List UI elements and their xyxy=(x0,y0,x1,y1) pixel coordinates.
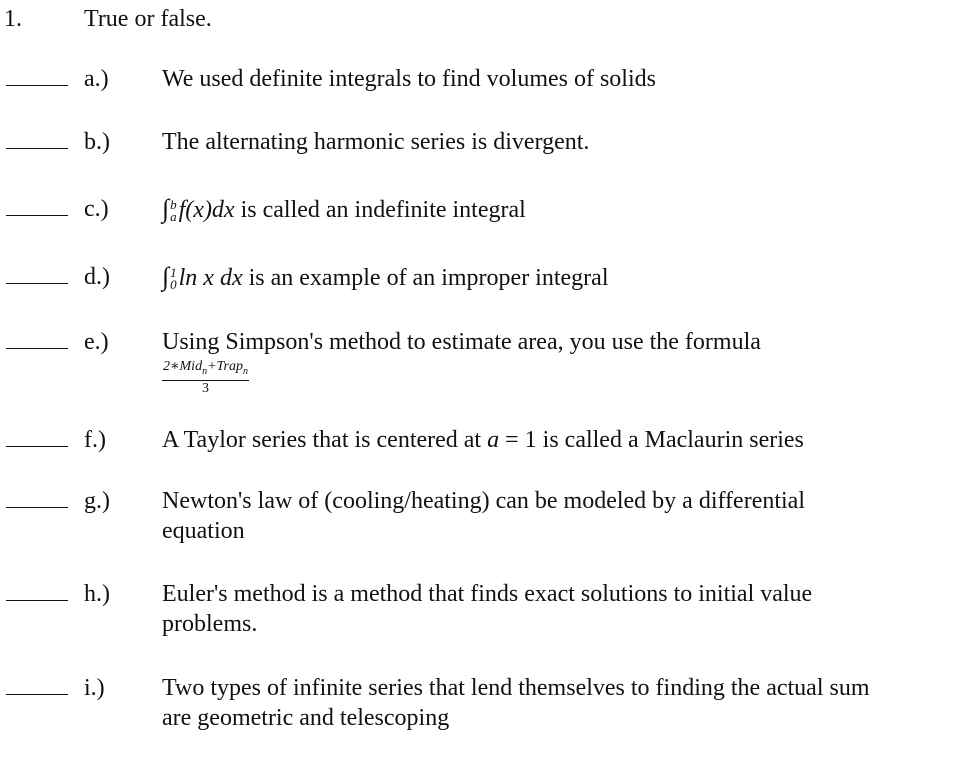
item-letter: g.) xyxy=(84,488,110,514)
item-text xyxy=(162,194,952,225)
item-text-rest: is called an indefinite integral xyxy=(234,197,526,223)
item-letter: a.) xyxy=(84,66,109,92)
item-text xyxy=(162,673,952,733)
item-text xyxy=(162,486,952,546)
item-letter: c.) xyxy=(84,196,109,222)
numerator-subscript: n xyxy=(202,365,208,377)
math-variable: a xyxy=(487,427,500,453)
simpson-formula xyxy=(162,359,249,397)
item-text-line: equation xyxy=(162,518,245,544)
numerator-part: +Trap xyxy=(207,359,243,374)
integral-sign: ∫ xyxy=(162,194,170,223)
formula-numerator xyxy=(162,359,249,381)
answer-blank-c[interactable] xyxy=(6,215,68,216)
item-letter: i.) xyxy=(84,675,105,701)
item-text xyxy=(162,262,952,293)
item-text-line: Euler's method is a method that finds exact solutions to initial value xyxy=(162,581,813,607)
integrand: f(x)dx xyxy=(178,197,235,223)
integral-limits xyxy=(170,267,177,291)
answer-blank-a[interactable] xyxy=(6,85,68,86)
answer-blank-h[interactable] xyxy=(6,600,68,601)
question-title: True or false. xyxy=(84,6,212,32)
item-text-rest: is an example of an improper integral xyxy=(242,265,609,291)
item-text: We used definite integrals to find volumes of solids xyxy=(162,66,656,92)
item-text xyxy=(162,425,952,455)
item-text-part: is called a Maclaurin series xyxy=(536,427,804,453)
item-letter: e.) xyxy=(84,329,109,355)
answer-blank-d[interactable] xyxy=(6,283,68,284)
answer-blank-b[interactable] xyxy=(6,148,68,149)
item-letter: b.) xyxy=(84,129,110,155)
item-text: The alternating harmonic series is divergent. xyxy=(162,129,590,155)
numerator-part: 2∗Mid xyxy=(163,359,203,374)
item-letter: f.) xyxy=(84,427,106,453)
upper-limit: 1 xyxy=(170,265,177,281)
item-letter: d.) xyxy=(84,264,110,290)
answer-blank-f[interactable] xyxy=(6,446,68,447)
item-text-line: Using Simpson's method to estimate area, you use the formula xyxy=(162,329,761,355)
lower-limit: a xyxy=(170,209,177,225)
answer-blank-e[interactable] xyxy=(6,348,68,349)
answer-blank-i[interactable] xyxy=(6,694,68,695)
item-text-line: are geometric and telescoping xyxy=(162,705,450,731)
math-rest: = 1 xyxy=(499,427,537,453)
integrand: ln x dx xyxy=(178,265,243,291)
lower-limit: 0 xyxy=(170,277,177,293)
item-text-line: problems. xyxy=(162,611,258,637)
upper-limit: b xyxy=(170,197,177,213)
item-text-line: Newton's law of (cooling/heating) can be modeled by a differential xyxy=(162,488,805,514)
item-letter: h.) xyxy=(84,581,110,607)
integral-sign: ∫ xyxy=(162,262,170,291)
item-text-line: Two types of infinite series that lend themselves to finding the actual sum xyxy=(162,675,870,701)
item-text xyxy=(162,579,952,639)
integral-limits xyxy=(170,199,177,223)
item-text-part: A Taylor series that is centered at xyxy=(162,427,488,453)
question-number: 1. xyxy=(4,6,22,32)
answer-blank-g[interactable] xyxy=(6,507,68,508)
formula-denominator: 3 xyxy=(202,380,209,396)
numerator-subscript: n xyxy=(243,365,248,377)
item-text xyxy=(162,327,952,400)
